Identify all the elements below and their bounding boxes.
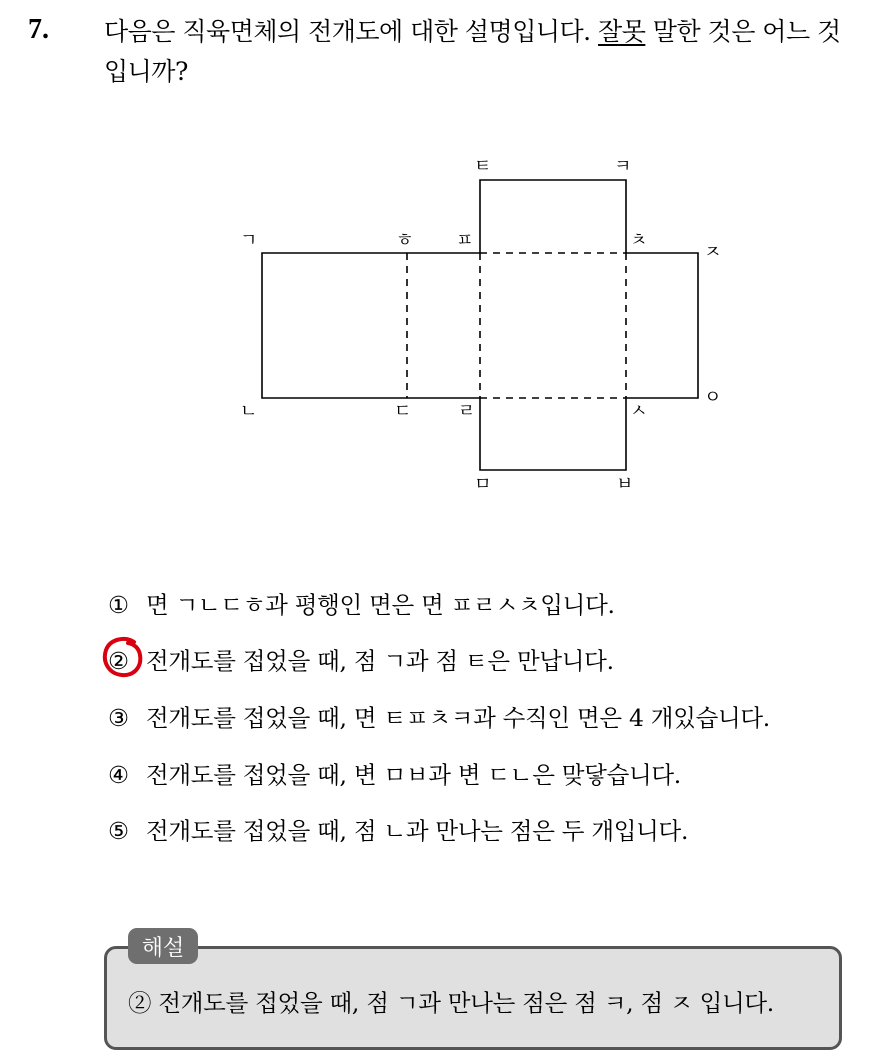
label-rieul: ㄹ (458, 401, 476, 422)
label-siot: ㅅ (630, 401, 648, 422)
choice-2[interactable] (108, 642, 614, 676)
label-ieung: ㅇ (704, 387, 722, 408)
choice-1[interactable] (108, 586, 615, 620)
solution-text: ② 전개도를 접었을 때, 점 ㄱ과 만나는 점은 점 ㅋ, 점 ㅈ 입니다. (128, 989, 774, 1017)
choice-1-marker: ① (108, 591, 129, 619)
label-digeut: ㄷ (394, 401, 412, 422)
label-nieun: ㄴ (240, 401, 258, 422)
label-hieut: ㅎ (396, 230, 414, 251)
choice-4-text: 전개도를 접었을 때, 변 ㅁㅂ과 변 ㄷㄴ은 맞닿습니다. (146, 761, 681, 789)
label-chieut: ㅊ (630, 230, 648, 251)
question-text-part2: 말한 것은 어느 것입니까? (104, 17, 841, 86)
choice-5-marker: ⑤ (108, 817, 129, 845)
label-mieum: ㅁ (474, 474, 492, 495)
question-text-part1: 다음은 직육면체의 전개도에 대한 설명입니다. (104, 17, 599, 46)
label-jieut: ㅈ (704, 242, 722, 263)
choice-3-text: 전개도를 접었을 때, 면 ㅌㅍㅊㅋ과 수직인 면은 4 개있습니다. (146, 704, 770, 732)
answer-circle-mark (101, 635, 145, 679)
choice-5[interactable] (108, 812, 688, 846)
choice-4-marker: ④ (108, 761, 129, 789)
question-underlined-word: 잘못 (598, 17, 646, 46)
label-pieup: ㅍ (456, 230, 474, 251)
choice-2-text: 전개도를 접었을 때, 점 ㄱ과 점 ㅌ은 만납니다. (146, 647, 614, 675)
choice-5-text: 전개도를 접었을 때, 점 ㄴ과 만나는 점은 두 개입니다. (146, 817, 689, 845)
question-number: 7. (28, 14, 49, 45)
choice-4[interactable] (108, 756, 681, 790)
choice-1-text: 면 ㄱㄴㄷㅎ과 평행인 면은 면 ㅍㄹㅅㅊ입니다. (146, 591, 615, 619)
solution-tag: 해설 (128, 928, 198, 964)
choice-3[interactable] (108, 699, 770, 733)
label-gieok: ㄱ (240, 230, 258, 251)
label-bieup: ㅂ (616, 474, 634, 495)
choice-2-marker: ② (108, 647, 129, 675)
label-kieuk: ㅋ (614, 156, 632, 177)
label-tieut: ㅌ (474, 156, 492, 177)
choice-3-marker: ③ (108, 704, 129, 732)
